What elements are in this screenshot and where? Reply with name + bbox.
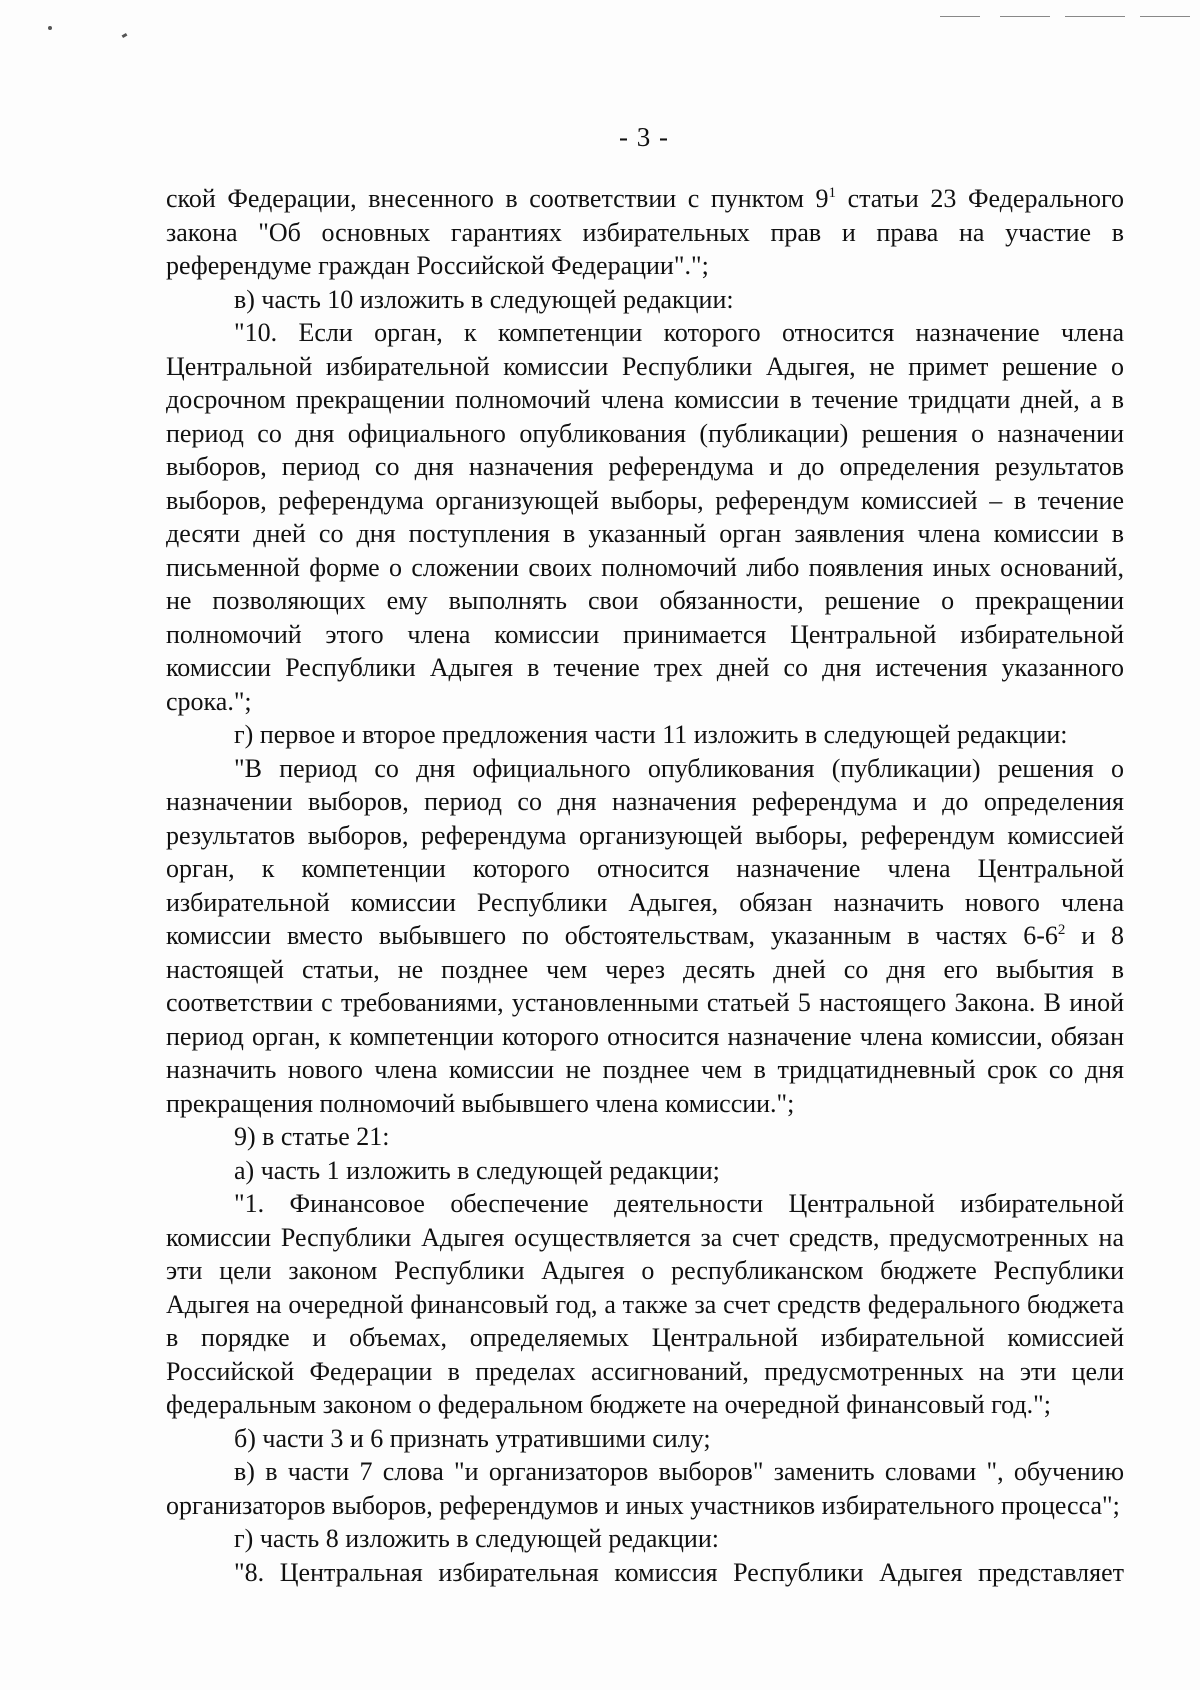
page-number: - 3 -	[619, 122, 669, 152]
scan-line	[1065, 16, 1125, 17]
paragraph: г) часть 8 изложить в следующей редакции:	[234, 1524, 719, 1553]
superscript: 1	[828, 185, 837, 201]
scan-speck	[122, 33, 128, 38]
paragraph: а) часть 1 изложить в следующей редакции;	[234, 1155, 720, 1185]
paragraph: 9) в статье 21:	[234, 1122, 390, 1151]
scan-line	[940, 16, 980, 17]
paragraph: "8. Центральная избирательная комиссия Республики Адыгея представляет	[234, 1557, 1124, 1587]
paragraph: "1. Финансовое обеспечение деятельности Центральной избирательной комиссии Республики Адыгея осуществляется за счет средств, предусмотренных на эти цели законом Республики Адыгея о республиканском бюджете Республики Адыгея на очередной финансовый год, а также за счет средств федерального бюджета в порядке и объемах, определяемых Центральной избирательной комиссией Российской Федерации в пределах ассигнований, предусмотренных на эти цели федеральным законом о федеральном бюджете на очередной финансовый год.";	[166, 1189, 1124, 1419]
scan-line	[1140, 16, 1190, 17]
paragraph: ской Федерации, внесенного в соответствии с пунктом $9^1$ статьи 23 Федерального закона "Об основных гарантиях избирательных прав и права на участие в референдуме граждан Российской Федерации".";	[166, 184, 1124, 280]
paragraph: г) первое и второе предложения части 11 изложить в следующей редакции:	[234, 720, 1068, 749]
scan-line	[1000, 16, 1050, 17]
superscript: 2	[1057, 922, 1066, 938]
scan-speck	[48, 26, 52, 30]
paragraph: "10. Если орган, к компетенции которого относится назначение члена Центральной избирательной комиссии Республики Адыгея, не примет решение о досрочном прекращении полномочий члена комиссии в течение тридцати дней, а в период со дня официального опубликования (публикации) решения о назначении выборов, период со дня назначения референдума и до определения результатов выборов, референдума организующей выборы, референдум комиссией – в течение десяти дней со дня поступления в указанный орган заявления члена комиссии в письменной форме о сложении своих полномочий либо появления иных оснований, не позволяющих ему выполнять свои обязанности, решение о прекращении полномочий этого члена комиссии принимается Центральной избирательной комиссии Республики Адыгея в течение трех дней со дня истечения указанного срока.";	[166, 318, 1124, 716]
paragraph: в) часть 10 изложить в следующей редакции:	[234, 284, 734, 314]
paragraph: "В период со дня официального опубликования (публикации) решения о назначении выборов, период со дня назначения референдума и до определения результатов выборов, референдума организующей выборы, референдум комиссией орган, к компетенции которого относится назначение члена Центральной избирательной комиссии Республики Адыгея, обязан назначить нового члена комиссии вместо выбывшего по обстоятельствам, указанным в частях $6-6^2$ и 8 настоящей статьи, не позднее чем через десять дней со дня его выбытия в соответствии с требованиями, установленными статьей 5 настоящего Закона. В иной период орган, к компетенции которого относится назначение члена комиссии, обязан назначить нового члена комиссии не позднее чем в тридцатидневный срок со дня прекращения полномочий выбывшего члена комиссии.";	[166, 753, 1124, 1118]
paragraph: в) в части 7 слова "и организаторов выборов" заменить словами ", обучению организаторов выборов, референдумов и иных участников избирательного процесса";	[166, 1457, 1124, 1520]
paragraph: б) части 3 и 6 признать утратившими силу;	[234, 1423, 711, 1453]
document-body	[166, 182, 1124, 1589]
